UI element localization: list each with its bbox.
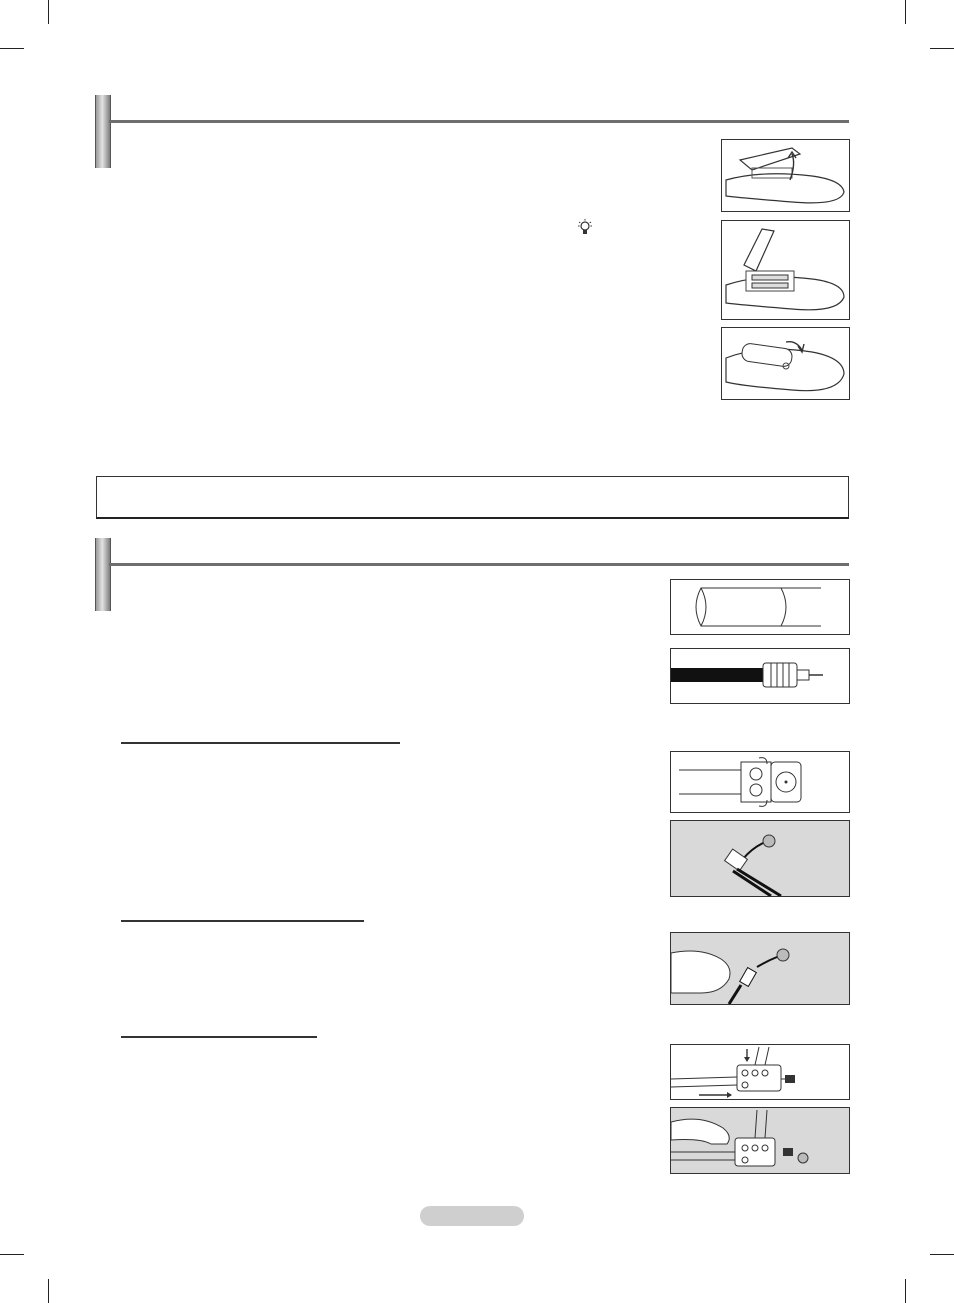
figure-remote-cover-open	[721, 139, 850, 212]
figure-remote-cover-close	[721, 327, 850, 400]
figure-combiner-connect	[670, 1107, 850, 1174]
subheading-underline-1	[121, 742, 400, 744]
figure-coax-plug-in	[670, 932, 850, 1005]
bulb-icon	[578, 219, 592, 237]
crop-mark-tl-v	[48, 0, 49, 24]
crop-mark-bl-h	[0, 1254, 24, 1255]
crop-mark-br-h	[930, 1254, 954, 1255]
section-marker-antenna	[95, 538, 111, 611]
subheading-underline-2	[121, 920, 364, 922]
page-number-pill	[420, 1206, 524, 1226]
figure-combiner-diagram	[670, 1044, 850, 1100]
figure-coaxial-cable	[670, 648, 850, 704]
section-rule-antenna	[109, 563, 849, 566]
crop-mark-tr-h	[930, 48, 954, 49]
figure-remote-batteries	[721, 220, 850, 320]
section-marker-battery	[95, 95, 111, 168]
crop-mark-tr-v	[905, 0, 906, 24]
crop-mark-br-v	[905, 1279, 906, 1303]
figure-antenna-adapter	[670, 751, 850, 813]
crop-mark-bl-v	[48, 1279, 49, 1303]
figure-adapter-to-tv	[670, 820, 850, 897]
subheading-underline-3	[121, 1036, 317, 1038]
crop-mark-tl-h	[0, 48, 24, 49]
section-rule-battery	[109, 120, 849, 123]
figure-flat-twin-lead	[670, 579, 850, 635]
note-box	[96, 476, 849, 519]
